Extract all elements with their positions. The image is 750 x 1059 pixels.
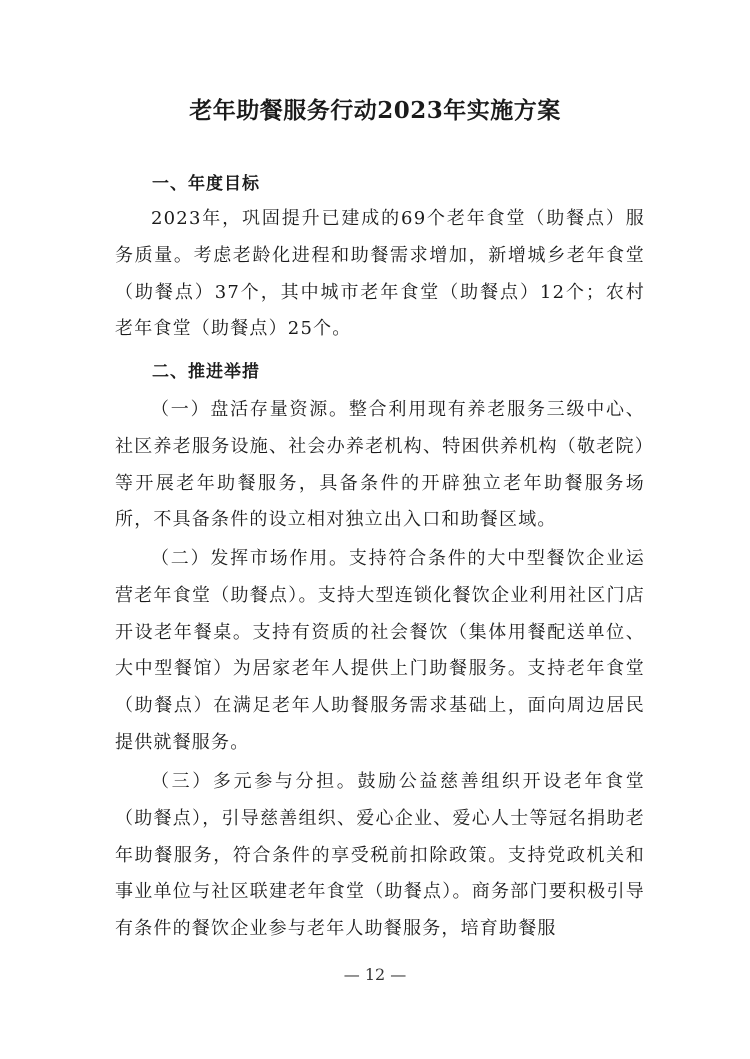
paragraph-text: 支持符合条件的大中型餐饮企业运营老年食堂（助餐点）。支持大型连锁化餐饮企业利用社区门店开设老年餐桌。支持有资质的社会餐饮（集体用餐配送单位、大中型餐馆）为居家老年人提供上门助餐服务。支持老年食堂（助餐点）在满足老年人助餐服务需求基础上，面向周边居民提供就餐服务。 — [115, 548, 646, 753]
paragraph-lead: （一）盘活存量资源。 — [151, 399, 349, 420]
paragraph-lead: （二）发挥市场作用。 — [151, 548, 349, 569]
paragraph-text: 整合利用现有养老服务三级中心、社区养老服务设施、社会办养老机构、特困供养机构（敬老院）等开展老年助餐服务，具备条件的开辟独立老年助餐服务场所，不具备条件的设立相对独立出入口和助餐区域。 — [115, 399, 646, 531]
paragraph-text: 鼓励公益慈善组织开设老年食堂（助餐点），引导慈善组织、爱心企业、爱心人士等冠名捐助老年助餐服务，符合条件的享受税前扣除政策。支持党政机关和事业单位与社区联建老年食堂（助餐点）。商务部门要积极引导有条件的餐饮企业参与老年人助餐服务，培育助餐服 — [115, 771, 645, 940]
paragraph-text: 2023年，巩固提升已建成的69个老年食堂（助餐点）服务质量。考虑老龄化进程和助餐需求增加，新增城乡老年食堂（助餐点）37个，其中城市老年食堂（助餐点）12个；农村老年食堂（助餐点）25个。 — [115, 208, 645, 340]
page-number: — 12 — — [343, 965, 407, 984]
paragraph-annual-goal — [115, 201, 645, 348]
paragraph-measure-2 — [115, 541, 645, 762]
paragraph-measure-1 — [115, 392, 645, 539]
paragraph-measure-3 — [115, 764, 645, 948]
section-heading-measures: 二、推进举措 — [152, 362, 260, 382]
paragraph-lead: （三）多元参与分担。 — [151, 771, 358, 792]
section-heading-annual-goal: 一、年度目标 — [152, 174, 260, 194]
document-title: 老年助餐服务行动2023年实施方案 — [189, 97, 561, 124]
